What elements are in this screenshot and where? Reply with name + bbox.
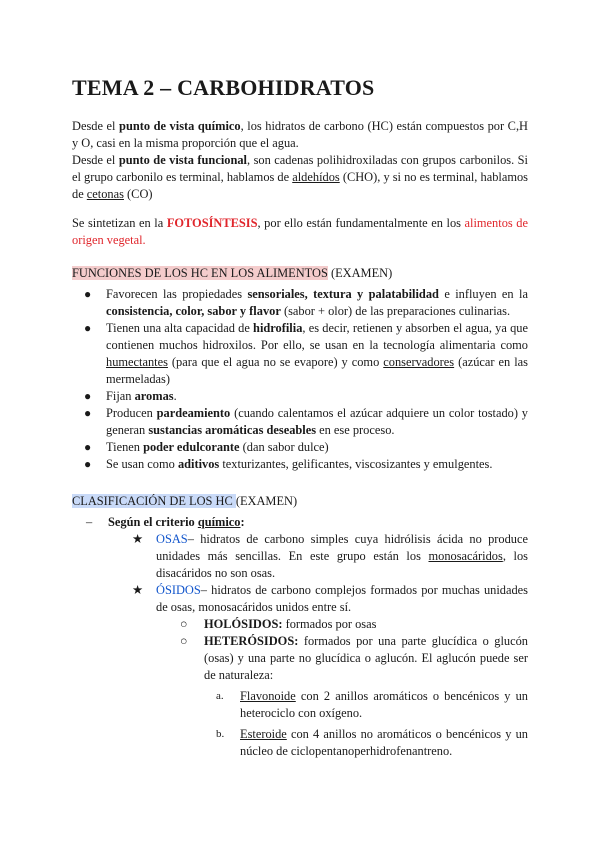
flavonoide-item xyxy=(216,688,528,722)
underlined-text: humectantes xyxy=(106,355,168,369)
text: Tienen xyxy=(106,440,144,454)
bold-text: punto de vista funcional xyxy=(118,153,247,167)
osas-item xyxy=(132,531,528,582)
underlined-text: cetonas xyxy=(86,187,124,201)
blue-text: OSAS xyxy=(156,532,188,546)
text: con 2 anillos aromáticos o bencénicos y un heterociclo con oxígeno. xyxy=(240,689,528,720)
list-item xyxy=(84,439,528,456)
list-item xyxy=(84,320,528,388)
exam-tag: (EXAMEN) xyxy=(327,266,393,280)
list-marker: b. xyxy=(216,728,225,740)
underlined-text: aldehídos xyxy=(292,170,340,184)
holosidos-item xyxy=(180,616,528,633)
text: , los hidratos de carbono (HC) están compuestos por C,H y O, casi en la misma proporción que el agua. xyxy=(72,119,528,150)
text: , los disacáridos no son osas. xyxy=(156,549,528,580)
bold-text: HOLÓSIDOS: xyxy=(204,617,283,631)
section-heading-funciones xyxy=(72,265,528,282)
bullet-icon: ● xyxy=(84,287,92,301)
bold-text: HETERÓSIDOS: xyxy=(204,634,299,648)
text: (cuando calentamos el azúcar adquiere un color tostado) y generan xyxy=(106,406,528,437)
section-heading-clasificacion xyxy=(72,493,528,510)
highlighted-heading: FUNCIONES DE LOS HC EN LOS ALIMENTOS xyxy=(72,266,328,280)
text: Fijan xyxy=(106,389,135,403)
bold-text: pardeamiento xyxy=(156,406,231,420)
text: Desde el xyxy=(72,153,119,167)
blue-text: ÓSIDOS xyxy=(156,583,201,597)
underlined-text: conservadores xyxy=(383,355,455,369)
list-item xyxy=(84,456,528,473)
bullet-icon: ● xyxy=(84,389,92,403)
list-item xyxy=(84,388,528,405)
osidos-item xyxy=(132,582,528,616)
bold-text: consistencia, color, sabor y flavor xyxy=(106,304,281,318)
photosynthesis-paragraph xyxy=(72,215,528,249)
bold-text: : xyxy=(240,515,245,529)
star-icon: ★ xyxy=(132,583,144,597)
bold-text: punto de vista químico xyxy=(119,119,241,133)
text: , son cadenas polihidroxiladas con grupos carbonilos. Si el grupo carbonilo es terminal, hablamos de xyxy=(72,153,528,184)
bullet-icon: ● xyxy=(84,321,92,335)
text: Favorecen las propiedades xyxy=(106,287,248,301)
text: Se usan como xyxy=(106,457,178,471)
exam-tag: (EXAMEN) xyxy=(235,494,298,508)
page-title: TEMA 2 – CARBOHIDRATOS xyxy=(72,75,375,100)
text: formados por osas xyxy=(282,617,377,631)
text: con 4 anillos no aromáticos o bencénicos y un núcleo de ciclopentanoperhidrofenantreno. xyxy=(240,727,528,758)
bullet-icon: ● xyxy=(84,440,92,454)
underlined-text: monosacáridos xyxy=(428,549,503,563)
circle-icon: ○ xyxy=(180,634,188,648)
intro-paragraph-chemical xyxy=(72,118,528,152)
text: (CO) xyxy=(123,187,153,201)
list-marker: a. xyxy=(216,690,224,702)
text: (azúcar en las mermeladas) xyxy=(106,355,528,386)
text: e influyen en la xyxy=(438,287,528,301)
heterosidos-item xyxy=(180,633,528,684)
intro-paragraph-functional xyxy=(72,152,528,203)
bold-text: Según el criterio xyxy=(108,515,198,529)
funciones-list xyxy=(72,286,528,473)
bold-text: poder edulcorante xyxy=(143,440,240,454)
text: Se sintetizan en la xyxy=(72,216,167,230)
underlined-text: Esteroide xyxy=(240,727,287,741)
bold-text: sensoriales, textura y palatabilidad xyxy=(247,287,439,301)
highlighted-heading: CLASIFICACIÓN DE LOS HC xyxy=(72,494,236,508)
bold-text: sustancias aromáticas deseables xyxy=(148,423,317,437)
criterio-quimico xyxy=(72,514,528,531)
text: (para que el agua no se evapore) y como xyxy=(167,355,384,369)
text: , por ello están fundamentalmente en los xyxy=(257,216,465,230)
list-item xyxy=(84,405,528,439)
red-text: alimentos de origen vegetal. xyxy=(72,216,528,247)
text: – hidratos de carbono simples cuya hidrólisis ácida no produce unidades más sencillas. En este grupo están los xyxy=(156,532,528,563)
bold-text: hidrofilia xyxy=(253,321,303,335)
text: texturizantes, gelificantes, viscosizantes y emulgentes. xyxy=(219,457,493,471)
text: en ese proceso. xyxy=(316,423,395,437)
text: Tienen una alta capacidad de xyxy=(106,321,254,335)
underlined-text: Flavonoide xyxy=(240,689,296,703)
list-item xyxy=(84,286,528,320)
star-icon: ★ xyxy=(132,532,144,546)
text: . xyxy=(173,389,177,403)
bold-text: aditivos xyxy=(177,457,220,471)
text: , es decir, retienen y absorben el agua, ya que contienen muchos hidroxilos. Por ello, se usan en la tecnología alimentaria como xyxy=(106,321,528,352)
circle-icon: ○ xyxy=(180,617,188,631)
bold-text: aromas xyxy=(134,389,174,403)
text: (dan sabor dulce) xyxy=(239,440,329,454)
document-page xyxy=(72,74,528,760)
bold-underlined-text: químico xyxy=(197,515,241,529)
esteroide-item xyxy=(216,726,528,760)
red-bold-text: FOTOSÍNTESIS xyxy=(166,216,258,230)
text: – hidratos de carbono complejos formados por muchas unidades de osas, monosacáridos unidos entre sí. xyxy=(156,583,528,614)
text: formados por una parte glucídica o glucón (osas) y una parte no glucídica o aglucón. El aglucón puede ser de naturaleza: xyxy=(204,634,528,682)
bullet-icon: ● xyxy=(84,406,92,420)
text: (CHO), y si no es terminal, hablamos de xyxy=(72,170,528,201)
text: Producen xyxy=(106,406,157,420)
dash-icon: – xyxy=(86,515,93,529)
text: Desde el xyxy=(72,119,120,133)
text: (sabor + olor) de las preparaciones culinarias. xyxy=(280,304,511,318)
bullet-icon: ● xyxy=(84,457,92,471)
